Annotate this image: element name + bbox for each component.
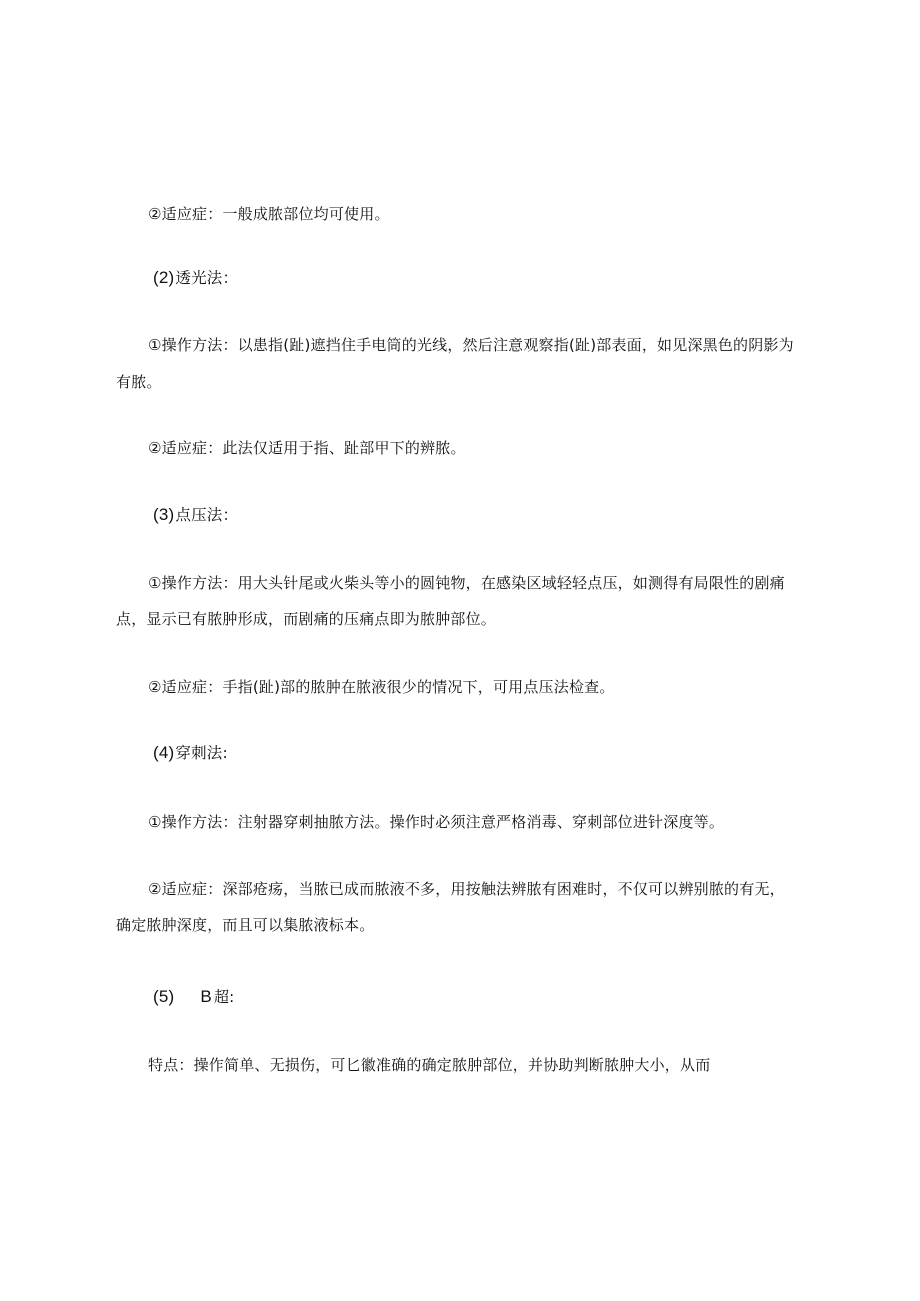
heading-number: (3) bbox=[153, 505, 175, 524]
paragraph-indication-general: ②适应症：一般成脓部位均可使用。 bbox=[148, 205, 390, 223]
paragraph-b-ultrasound-features: 特点：操作简单、无损伤，可匕徽准确的确定脓肿部位，并协助判断脓肿大小，从而 bbox=[148, 1056, 711, 1074]
heading-puncture bbox=[153, 743, 228, 763]
heading-number: (4) bbox=[153, 743, 175, 762]
heading-number: (2) bbox=[153, 268, 175, 287]
paragraph-puncture-indication-cont: 确定脓肿深度，而且可以集脓液标本。 bbox=[116, 916, 375, 934]
heading-label: 透光法： bbox=[175, 269, 239, 287]
heading-number: (5) bbox=[153, 987, 175, 1006]
heading-label: 穿刺法: bbox=[175, 744, 228, 762]
paragraph-puncture-method: ①操作方法：注射器穿刺抽脓方法。操作时必须注意严格消毒、穿刺部位进针深度等。 bbox=[148, 813, 725, 831]
heading-label: 点压法： bbox=[175, 506, 239, 524]
heading-point-pressure bbox=[153, 505, 238, 525]
heading-transillumination bbox=[153, 268, 238, 288]
paragraph-puncture-indication: ②适应症：深部疮疡，当脓已成而脓液不多，用按触法辨脓有困难时，不仅可以辨别脓的有无， bbox=[148, 880, 785, 898]
paragraph-point-pressure-indication: ②适应症：手指(趾)部的脓肿在脓液很少的情况下，可用点压法检查。 bbox=[148, 678, 615, 696]
paragraph-transillumination-indication: ②适应症：此法仅适用于指、趾部甲下的辨脓。 bbox=[148, 439, 466, 457]
heading-b-ultrasound bbox=[153, 987, 234, 1007]
heading-label: 超: bbox=[213, 988, 235, 1006]
heading-b-letter: B bbox=[200, 987, 212, 1006]
paragraph-transillumination-method-cont: 有脓。 bbox=[116, 373, 162, 391]
paragraph-point-pressure-method: ①操作方法：用大头针尾或火柴头等小的圆钝物，在感染区域轻轻点压，如测得有局限性的剧痛 bbox=[148, 574, 785, 592]
paragraph-transillumination-method: ①操作方法：以患指(趾)遮挡住手电筒的光线，然后注意观察指(趾)部表面，如见深黑色的阴影为 bbox=[148, 336, 794, 354]
paragraph-point-pressure-method-cont: 点，显示已有脓肿形成，而剧痛的压痛点即为脓肿部位。 bbox=[116, 610, 497, 628]
